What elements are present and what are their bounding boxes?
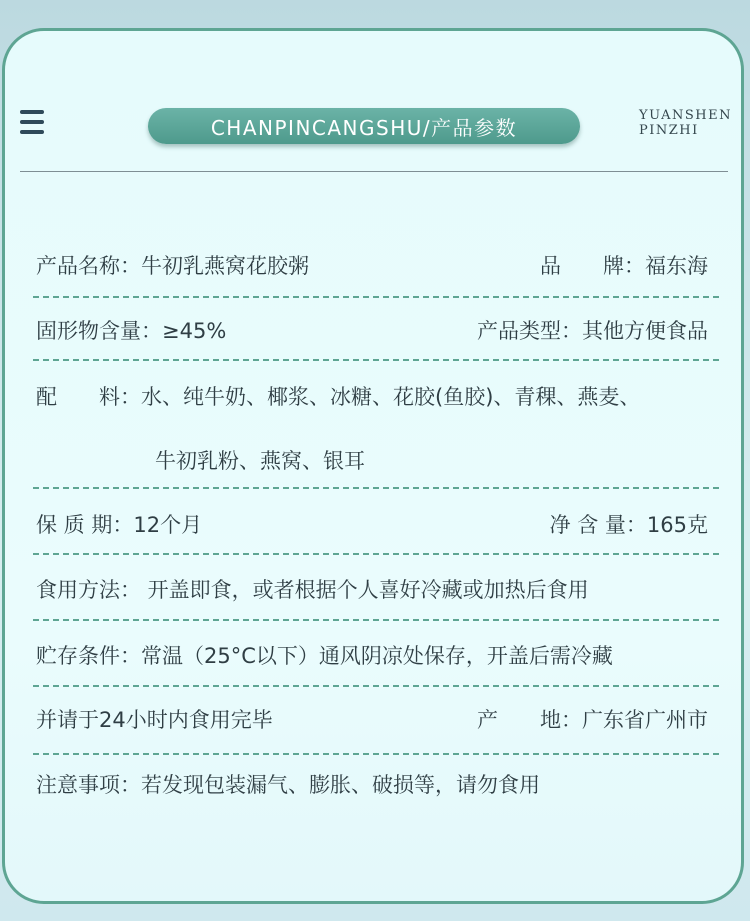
dashed-divider xyxy=(33,296,719,298)
dashed-divider xyxy=(33,685,719,687)
dashed-divider xyxy=(33,553,719,555)
product-type: 产品类型：其他方便食品 xyxy=(477,319,708,343)
dashed-divider xyxy=(33,619,719,621)
section-title: CHANPINCANGSHU/产品参数 xyxy=(210,115,518,140)
product-brand: 品 牌：福东海 xyxy=(540,254,708,278)
solids-content: 固形物含量：≥45% xyxy=(36,319,227,343)
brand-line-2: PINZHI xyxy=(639,123,699,138)
ingredients-line-1: 配 料：水、纯牛奶、椰浆、冰糖、花胶(鱼胶)、青稞、燕麦、 xyxy=(36,385,641,409)
dashed-divider xyxy=(33,487,719,489)
usage-method: 食用方法： 开盖即食，或者根据个人喜好冷藏或加热后食用 xyxy=(36,578,589,602)
menu-icon[interactable] xyxy=(20,110,44,140)
brand-line-1: YUANSHEN xyxy=(639,108,733,123)
origin: 产 地：广东省广州市 xyxy=(477,708,708,732)
brand-logo-text xyxy=(639,108,732,138)
shelf-life: 保 质 期：12个月 xyxy=(36,513,203,537)
storage-line-1: 贮存条件：常温（25°C以下）通风阴凉处保存，开盖后需冷藏 xyxy=(36,644,613,668)
net-content: 净 含 量：165克 xyxy=(549,513,708,537)
dashed-divider xyxy=(33,359,719,361)
dashed-divider xyxy=(33,753,719,755)
ingredients-line-2: 牛初乳粉、燕窝、银耳 xyxy=(155,449,365,473)
section-title-pill xyxy=(148,108,580,144)
storage-line-2: 并请于24小时内食用完毕 xyxy=(36,708,273,732)
notice: 注意事项：若发现包装漏气、膨胀、破损等，请勿食用 xyxy=(36,773,540,797)
header-divider xyxy=(20,171,728,172)
product-name: 产品名称：牛初乳燕窝花胶粥 xyxy=(36,254,309,278)
